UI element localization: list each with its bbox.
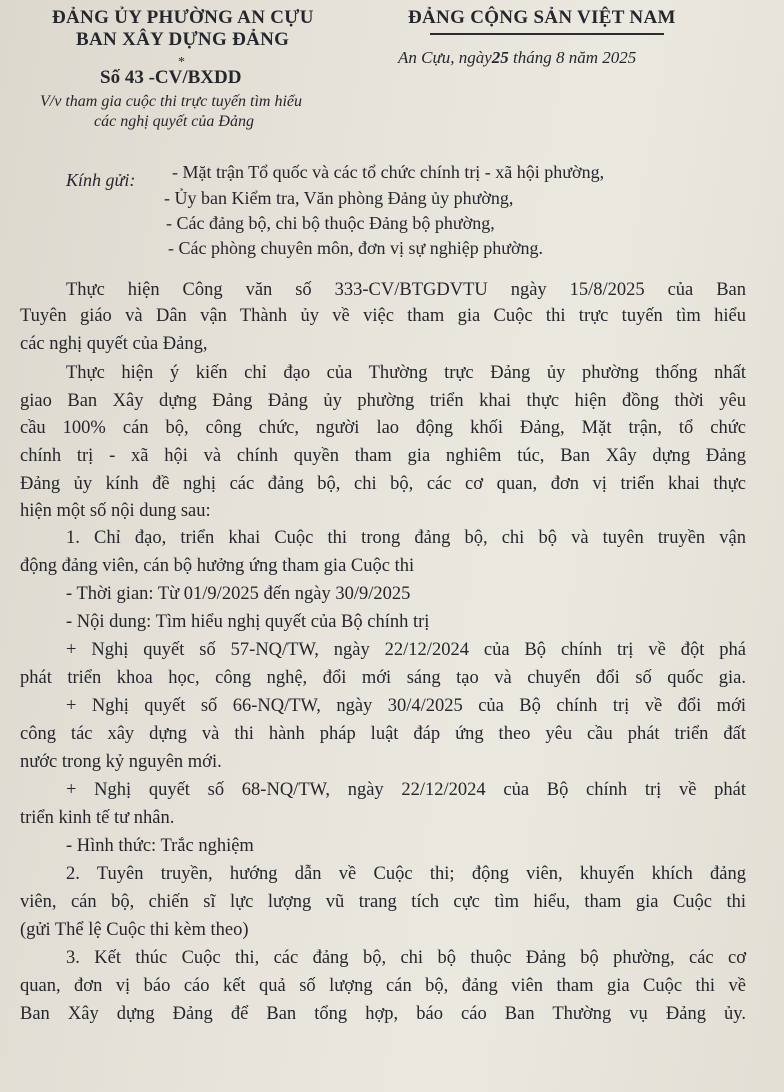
body-line: - Nội dung: Tìm hiểu nghị quyết của Bộ chính trị: [66, 612, 430, 632]
body-line: - Hình thức: Trắc nghiệm: [66, 836, 254, 856]
recipient-item: - Ủy ban Kiểm tra, Văn phòng Đảng ủy phường,: [164, 188, 514, 208]
party-name: ĐẢNG CỘNG SẢN VIỆT NAM: [408, 7, 676, 28]
body-line: cầu 100% cán bộ, công chức, người lao động khối Đảng, Mặt trận, tổ chức: [20, 418, 746, 438]
body-line: (gửi Thể lệ Cuộc thi kèm theo): [20, 920, 249, 940]
recipients-label: Kính gửi:: [66, 170, 136, 190]
body-line: + Nghị quyết số 57-NQ/TW, ngày 22/12/2024 của Bộ chính trị về đột phá: [66, 640, 746, 660]
body-line: các nghị quyết của Đảng,: [20, 334, 208, 354]
body-line: viên, cán bộ, chiến sĩ lực lượng vũ trang tích cực tìm hiểu, tham gia Cuộc thi: [20, 892, 746, 912]
recipient-item: - Các đảng bộ, chi bộ thuộc Đảng bộ phường,: [166, 213, 495, 233]
body-line: Ban Xây dựng Đảng để Ban tổng hợp, báo cáo Ban Thường vụ Đảng ủy.: [20, 1004, 746, 1024]
body-line: - Thời gian: Từ 01/9/2025 đến ngày 30/9/2025: [66, 584, 411, 604]
body-line: 1. Chỉ đạo, triển khai Cuộc thi trong đảng bộ, chi bộ và tuyên truyền vận: [66, 528, 746, 548]
body-line: triển kinh tế tư nhân.: [20, 808, 175, 828]
body-line: giao Ban Xây dựng Đảng Đảng ủy phường triển khai thực hiện đồng thời yêu: [20, 391, 746, 411]
body-line: 2. Tuyên truyền, hướng dẫn về Cuộc thi; động viên, khuyến khích đảng: [66, 864, 746, 884]
body-line: nước trong kỷ nguyên mới.: [20, 752, 222, 772]
body-line: + Nghị quyết số 66-NQ/TW, ngày 30/4/2025 của Bộ chính trị về đổi mới: [66, 696, 746, 716]
body-line: công tác xây dựng và thi hành pháp luật đáp ứng theo yêu cầu phát triển đất: [20, 724, 746, 744]
body-line: chính trị - xã hội và chính quyền tham gia nghiêm túc, Ban Xây dựng Đảng: [20, 446, 746, 466]
header-star: *: [178, 55, 185, 70]
recipient-item: - Các phòng chuyên môn, đơn vị sự nghiệp phường.: [168, 238, 544, 258]
body-line: phát triển khoa học, công nghệ, đổi mới sáng tạo và chuyển đổi số quốc gia.: [20, 668, 746, 688]
body-line: hiện một số nội dung sau:: [20, 501, 211, 521]
recipient-item: - Mặt trận Tổ quốc và các tổ chức chính trị - xã hội phường,: [172, 162, 605, 182]
body-line: Tuyên giáo và Dân vận Thành ủy về việc tham gia Cuộc thi trực tuyến tìm hiểu: [20, 306, 746, 326]
org-name-line2: BAN XÂY DỰNG ĐẢNG: [76, 29, 290, 50]
body-line: 3. Kết thúc Cuộc thi, các đảng bộ, chi bộ thuộc Đảng bộ phường, các cơ: [66, 948, 746, 968]
body-line: Đảng ủy kính đề nghị các đảng bộ, chi bộ, các cơ quan, đơn vị triển khai thực: [20, 474, 746, 494]
document-number: Số 43 -CV/BXDD: [100, 67, 242, 88]
body-line: quan, đơn vị báo cáo kết quả số lượng cán bộ, đảng viên tham gia Cuộc thi về: [20, 976, 746, 996]
issue-date: [398, 48, 636, 68]
body-line: Thực hiện Công văn số 333-CV/BTGDVTU ngày 15/8/2025 của Ban: [66, 280, 746, 300]
issue-date-suffix: tháng 8 năm 2025: [508, 48, 637, 67]
body-line: động đảng viên, cán bộ hưởng ứng tham gia Cuộc thi: [20, 556, 415, 576]
body-line: + Nghị quyết số 68-NQ/TW, ngày 22/12/2024 của Bộ chính trị về phát: [66, 780, 746, 800]
subject-line2: các nghị quyết của Đảng: [94, 113, 254, 130]
body-line: Thực hiện ý kiến chỉ đạo của Thường trực Đảng ủy phường thống nhất: [66, 363, 746, 383]
org-name-line1: ĐẢNG ỦY PHƯỜNG AN CỰU: [52, 7, 314, 28]
subject-line1: V/v tham gia cuộc thi trực tuyến tìm hiểu: [40, 93, 302, 110]
party-name-underline: [430, 33, 664, 35]
issue-date-day: 25: [491, 48, 509, 67]
issue-date-prefix: An Cựu, ngày: [398, 48, 492, 67]
